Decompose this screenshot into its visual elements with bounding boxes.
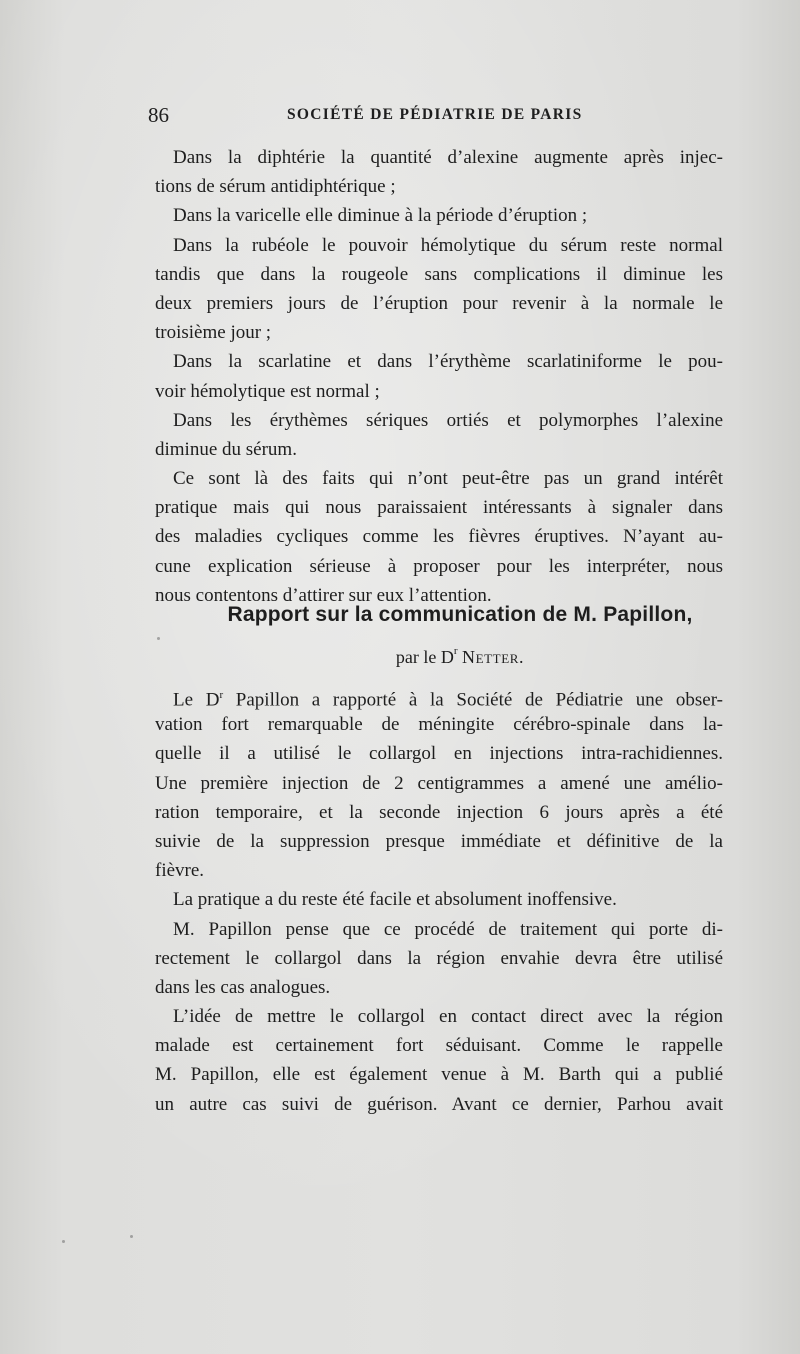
text-line: pratique mais qui nous paraissaient intéressants à signaler dans <box>155 497 723 519</box>
page-number: 86 <box>148 103 169 127</box>
paper-speck <box>157 637 160 640</box>
paper-speck <box>130 1235 133 1238</box>
text-line: cune explication sérieuse à proposer pour les interpréter, nous <box>155 555 723 577</box>
text-line: diminue du sérum. <box>155 438 297 460</box>
paper-speck <box>62 1240 65 1243</box>
line-text: Papillon a rapporté à la Société de Pédiatrie une obser- <box>223 689 723 711</box>
text-line: quelle il a utilisé le collargol en injections intra-rachidiennes. <box>155 743 723 765</box>
text-line: Une première injection de 2 centigrammes a amené une amélio- <box>155 772 723 794</box>
byline <box>155 647 723 668</box>
report-text <box>155 681 723 1119</box>
text-line: voir hémolytique est normal ; <box>155 380 380 402</box>
text-line: M. Papillon pense que ce procédé de traitement qui porte di- <box>173 918 723 940</box>
text-line: Ce sont là des faits qui n’ont peut-être pas un grand intérêt <box>173 468 723 490</box>
text-line: nous contentons d’attirer sur eux l’attention. <box>155 584 492 606</box>
text-line: deux premiers jours de l’éruption pour revenir à la normale le <box>155 292 723 314</box>
text-line: dans les cas analogues. <box>155 976 331 998</box>
text-line: Dans les érythèmes sériques ortiés et polymorphes l’alexine <box>173 409 723 431</box>
text-line: Dans la varicelle elle diminue à la période d’éruption ; <box>173 205 588 227</box>
text-line: fièvre. <box>155 860 205 882</box>
text-line: vation fort remarquable de méningite cérébro-spinale dans la- <box>155 714 723 736</box>
line-sup: r <box>219 689 224 701</box>
running-head <box>148 103 722 127</box>
byline-sup: r <box>453 645 458 657</box>
text-line: troisième jour ; <box>155 322 272 344</box>
text-line <box>155 681 723 710</box>
text-line: des maladies cycliques comme les fièvres éruptives. N’ayant au- <box>155 526 723 548</box>
journal-title: SOCIÉTÉ DE PÉDIATRIE DE PARIS <box>287 106 583 123</box>
text-line: un autre cas suivi de guérison. Avant ce dernier, Parhou avait <box>155 1093 723 1115</box>
text-line: Dans la scarlatine et dans l’érythème scarlatiniforme le pou- <box>173 351 723 373</box>
text-line: suivie de la suppression presque immédiate et définitive de la <box>155 830 723 852</box>
text-line: tions de sérum antidiphtérique ; <box>155 176 396 198</box>
text-line: La pratique a du reste été facile et absolument inoffensive. <box>173 889 617 911</box>
text-line: M. Papillon, elle est également venue à M. Barth qui a publié <box>155 1064 723 1086</box>
text-line: Dans la diphtérie la quantité d’alexine augmente après injec- <box>173 147 723 168</box>
text-line: L’idée de mettre le collargol en contact direct avec la région <box>173 1006 723 1028</box>
byline-author: Netter. <box>462 647 525 667</box>
line-pre: Le D <box>173 689 220 711</box>
text-line: ration temporaire, et la seconde injection 6 jours après a été <box>155 801 723 823</box>
text-line: malade est certainement fort séduisant. Comme le rappelle <box>155 1035 723 1057</box>
byline-prefix: par le D <box>395 647 454 667</box>
section-title: Rapport sur la communication de M. Papillon, <box>227 603 693 626</box>
text-line: Dans la rubéole le pouvoir hémolytique du sérum reste normal <box>173 234 723 256</box>
text-line: tandis que dans la rougeole sans complications il diminue les <box>155 263 723 285</box>
body-text <box>155 143 723 610</box>
text-line: rectement le collargol dans la région envahie devra être utilisé <box>155 947 723 969</box>
